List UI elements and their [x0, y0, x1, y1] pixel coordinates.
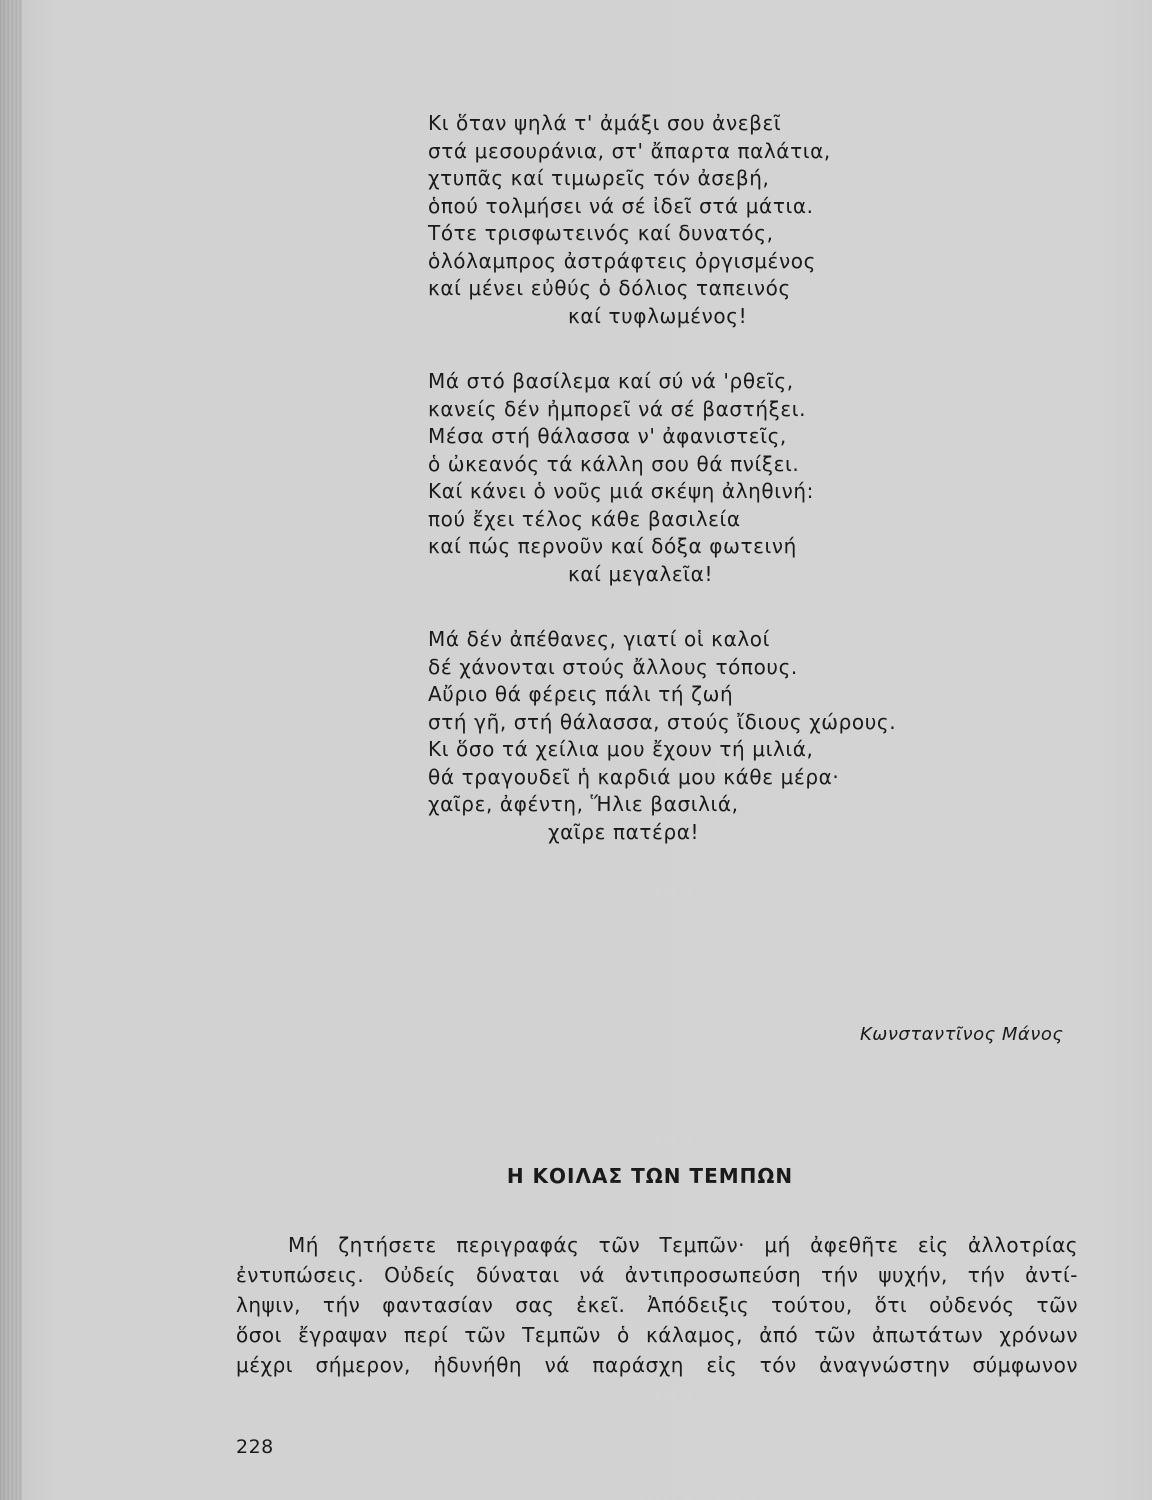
poem-line: κανείς δέν ἠμπορεῖ νά σέ βαστήξει. [428, 396, 807, 421]
poem-line: Μά δέν ἀπέθανες, γιατί οἱ καλοί [428, 627, 770, 651]
poem-line: ὁπού τολμήσει νά σέ ἰδεῖ στά μάτια. [428, 193, 814, 218]
poem-line: Αὔριο θά φέρεις πάλι τή ζωή [428, 682, 734, 706]
poem-line: χτυπᾶς καί τιμωρεῖς τόν ἀσεβή, [428, 166, 770, 190]
poem-line: καί πώς περνοῦν καί δόξα φωτεινή [428, 534, 797, 558]
poem-author: Κωνσταντῖνος Μάνος [860, 1024, 1064, 1045]
poem-line: καί μένει εὐθύς ὁ δόλιος ταπεινός [428, 276, 791, 300]
section-body [236, 1230, 1078, 1380]
body-line: Μή ζητήσετε περιγραφάς τῶν Τεμπῶν· μή ἀφεθῆτε εἰς ἀλλοτρίας [288, 1233, 1078, 1257]
poem-line: Κι ὅταν ψηλά τ' ἀμάξι σου ἀνεβεῖ [428, 111, 782, 135]
section-title: Η ΚΟΙΛΑΣ ΤΩΝ ΤΕΜΠΩΝ [506, 1164, 794, 1188]
page-number: 228 [236, 1436, 274, 1458]
page-stack-edge [0, 0, 22, 1500]
poem-line: στά μεσουράνια, στ' ἄπαρτα παλάτια, [428, 138, 831, 163]
poem-refrain: καί τυφλωμένος! [568, 303, 748, 328]
poem-line: Τότε τρισφωτεινός καί δυνατός, [428, 221, 774, 245]
poem [428, 110, 988, 884]
body-line: ἐντυπώσεις. Οὐδείς δύναται νά ἀντιπροσωπεύση τήν ψυχήν, τήν ἀντί- [236, 1263, 1078, 1287]
poem-stanza-3 [428, 626, 988, 846]
poem-line: Μέσα στή θάλασσα ν' ἀφανιστεῖς, [428, 424, 787, 448]
poem-stanza-1 [428, 110, 988, 330]
poem-line: Κι ὅσο τά χείλια μου ἔχουν τή μιλιά, [428, 737, 814, 761]
poem-line: Καί κάνει ὁ νοῦς μιά σκέψη ἀληθινή: [428, 479, 814, 503]
poem-line: Μά στό βασίλεμα καί σύ νά 'ρθεῖς, [428, 369, 794, 393]
poem-line: ὁ ὠκεανός τά κάλλη σου θά πνίξει. [428, 451, 800, 476]
poem-line: πού ἔχει τέλος κάθε βασιλεία [428, 506, 741, 531]
body-line: ληψιν, τήν φαντασίαν σας ἐκεῖ. Ἀπόδειξις τούτου, ὅτι οὐδενός τῶν [236, 1293, 1078, 1317]
poem-line: στή γῆ, στή θάλασσα, στούς ἴδιους χώρους. [428, 709, 897, 734]
poem-line: θά τραγουδεῖ ἡ καρδιά μου κάθε μέρα· [428, 764, 840, 789]
poem-line: χαῖρε, ἀφέντη, Ἥλιε βασιλιά, [428, 792, 739, 816]
poem-stanza-2 [428, 368, 988, 588]
poem-refrain: καί μεγαλεῖα! [568, 561, 714, 586]
body-line: μέχρι σήμερον, ἠδυνήθη νά παράσχη εἰς τόν ἀναγνώστην σύμφωνον [236, 1353, 1078, 1377]
poem-line: δέ χάνονται στούς ἄλλους τόπους. [428, 654, 798, 679]
body-line: ὅσοι ἔγραψαν περί τῶν Τεμπῶν ὁ κάλαμος, ἀπό τῶν ἀπωτάτων χρόνων [236, 1323, 1078, 1347]
poem-refrain: χαῖρε πατέρα! [548, 819, 700, 844]
poem-line: ὁλόλαμπρος ἀστράφτεις ὀργισμένος [428, 248, 816, 273]
